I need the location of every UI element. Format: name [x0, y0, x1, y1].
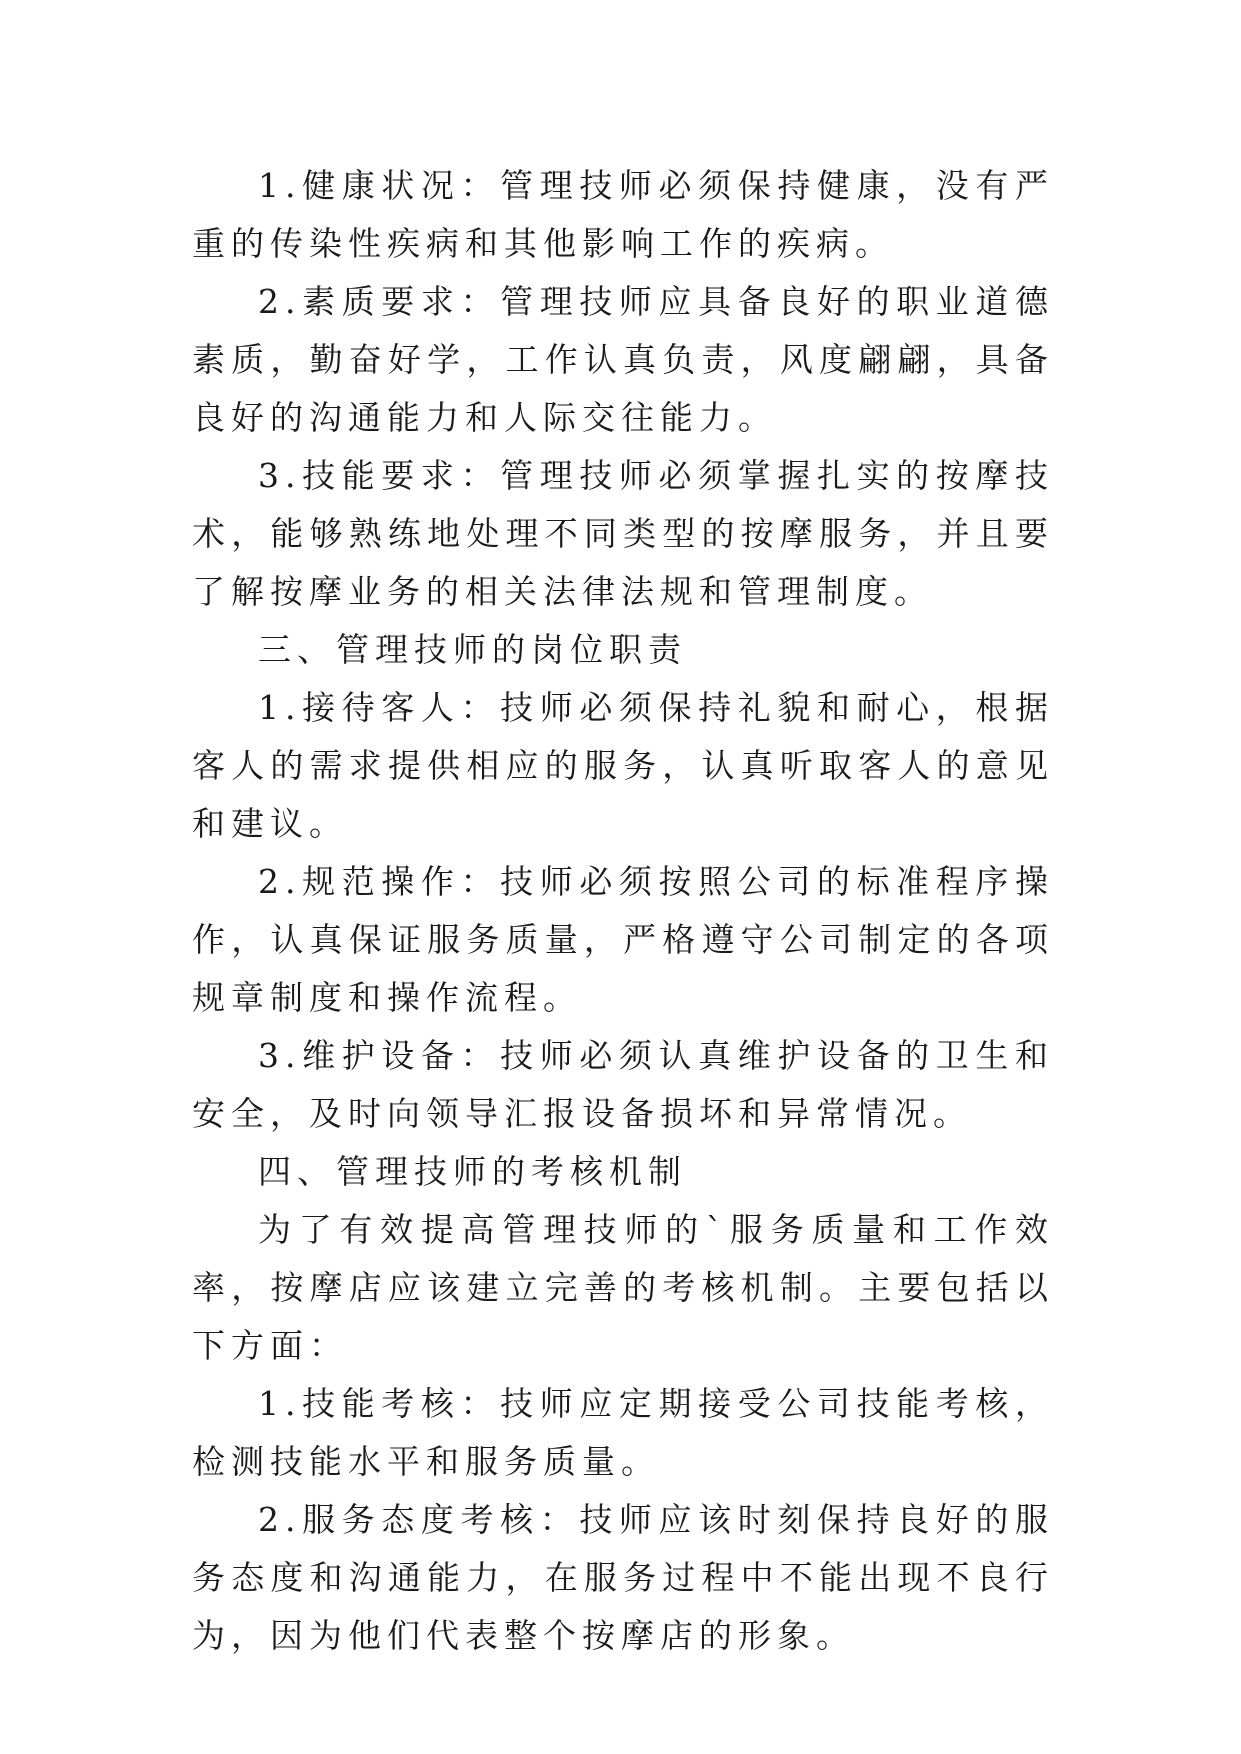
paragraph-quality: 2.素质要求：管理技师应具备良好的职业道德素质，勤奋好学，工作认真负责，风度翩翩，具备良好的沟通能力和人际交往能力。 — [192, 282, 1054, 437]
paragraph-operation: 2.规范操作：技师必须按照公司的标准程序操作，认真保证服务质量，严格遵守公司制定的各项规章制度和操作流程。 — [192, 862, 1054, 1017]
paragraph-reception: 1.接待客人：技师必须保持礼貌和耐心，根据客人的需求提供相应的服务，认真听取客人的意见和建议。 — [192, 688, 1054, 843]
paragraph-assessment-intro: 为了有效提高管理技师的`服务质量和工作效率，按摩店应该建立完善的考核机制。主要包括以下方面： — [192, 1210, 1054, 1365]
paragraph-skill: 3.技能要求：管理技师必须掌握扎实的按摩技术，能够熟练地处理不同类型的按摩服务，并且要了解按摩业务的相关法律法规和管理制度。 — [192, 456, 1054, 611]
paragraph-health: 1.健康状况：管理技师必须保持健康，没有严重的传染性疾病和其他影响工作的疾病。 — [192, 166, 1054, 263]
section-heading-assessment: 四、管理技师的考核机制 — [258, 1152, 687, 1191]
paragraph-skill-assessment: 1.技能考核：技师应定期接受公司技能考核，检测技能水平和服务质量。 — [192, 1384, 1054, 1481]
paragraph-attitude-assessment: 2.服务态度考核：技师应该时刻保持良好的服务态度和沟通能力，在服务过程中不能出现不良行为，因为他们代表整个按摩店的形象。 — [192, 1500, 1054, 1655]
paragraph-equipment: 3.维护设备：技师必须认真维护设备的卫生和安全，及时向领导汇报设备损坏和异常情况。 — [192, 1036, 1054, 1133]
document-body — [192, 157, 1054, 1665]
section-heading-duties: 三、管理技师的岗位职责 — [258, 630, 687, 669]
